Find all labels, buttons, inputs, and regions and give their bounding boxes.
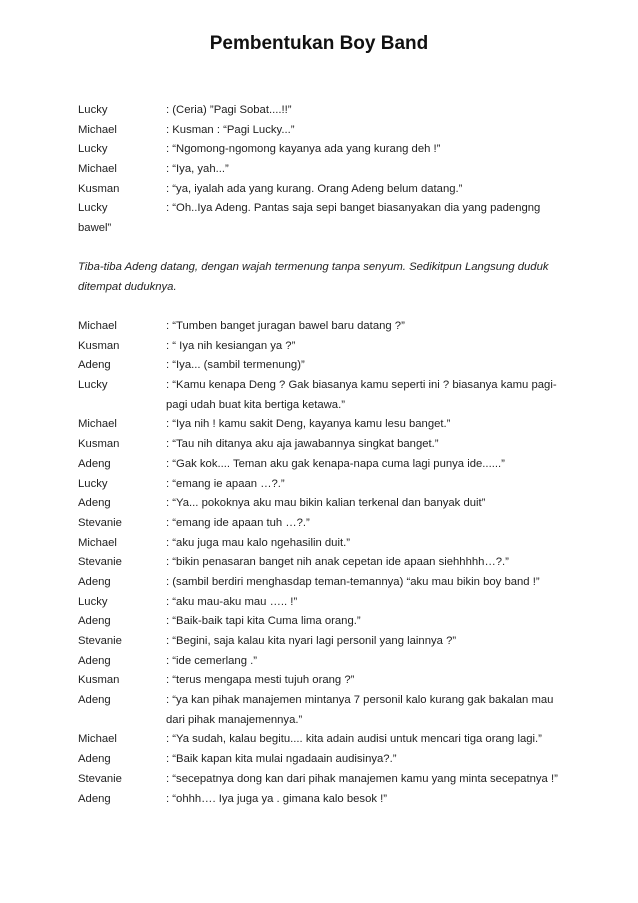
dialogue-line xyxy=(78,514,578,534)
speech-text: : “Tau nih ditanya aku aja jawabannya singkat banget.” xyxy=(166,438,439,451)
speaker-name: Adeng xyxy=(78,792,111,805)
speaker-name: Stevanie xyxy=(78,635,122,647)
dialogue-line xyxy=(78,317,578,337)
speech-text: : “Iya, yah...” xyxy=(166,163,229,176)
speaker-name: Michael xyxy=(78,733,117,746)
speech-text: : “ya kan pihak manajemen mintanya 7 personil kalo kurang gak bakalan mau xyxy=(166,694,554,707)
speech-continuation: bawel” xyxy=(78,222,112,235)
speaker-name: Lucky xyxy=(78,104,108,116)
dialogue-line xyxy=(78,652,578,672)
speaker-name: Adeng xyxy=(78,753,111,766)
speaker-name: Lucky xyxy=(78,477,108,490)
page-title: Pembentukan Boy Band xyxy=(209,33,429,54)
dialogue-line xyxy=(78,691,578,711)
dialogue-line xyxy=(78,160,578,180)
dialogue-block-2 xyxy=(78,317,578,809)
speech-text: : (Ceria) ”Pagi Sobat....!!” xyxy=(166,104,292,116)
speaker-name: Adeng xyxy=(78,694,111,707)
dialogue-line xyxy=(78,140,578,160)
narration-line: ditempat duduknya. xyxy=(78,280,177,293)
dialogue-line xyxy=(78,770,578,790)
speaker-name: Michael xyxy=(78,123,117,136)
speaker-name: Stevanie xyxy=(78,556,122,569)
speech-text: : “Oh..Iya Adeng. Pantas saja sepi banget biasanyakan dia yang padengng xyxy=(166,202,541,215)
speaker-name: Adeng xyxy=(78,497,111,510)
speech-text: : “Ngomong-ngomong kayanya ada yang kurang deh !” xyxy=(166,143,441,156)
speech-text: : “Ya... pokoknya aku mau bikin kalian terkenal dan banyak duit” xyxy=(166,497,486,510)
speaker-name: Kusman xyxy=(78,674,120,687)
speech-text: : “Kamu kenapa Deng ? Gak biasanya kamu seperti ini ? biasanya kamu pagi- xyxy=(166,379,557,392)
dialogue-line xyxy=(78,376,578,396)
dialogue-line xyxy=(78,730,578,750)
dialogue-line xyxy=(78,612,578,632)
dialogue-line xyxy=(78,553,578,573)
dialogue-line xyxy=(78,101,578,121)
speech-text: : “bikin penasaran banget nih anak cepetan ide apaan siehhhhh…?.” xyxy=(166,556,509,569)
speech-text: : “Iya nih ! kamu sakit Deng, kayanya kamu lesu banget.” xyxy=(166,418,451,431)
speaker-name: Adeng xyxy=(78,575,111,588)
dialogue-block-1 xyxy=(78,101,578,239)
speaker-name: Lucky xyxy=(78,379,108,392)
dialogue-line xyxy=(78,790,578,810)
speech-text: : “Tumben banget juragan bawel baru datang ?” xyxy=(166,320,405,332)
speaker-name: Michael xyxy=(78,418,117,431)
speech-text: : “ Iya nih kesiangan ya ?” xyxy=(166,339,296,352)
speech-text: : “emang ie apaan …?.” xyxy=(166,477,285,490)
speech-text: : “ya, iyalah ada yang kurang. Orang Adeng belum datang.” xyxy=(166,182,463,195)
speech-text: : “terus mengapa mesti tujuh orang ?” xyxy=(166,674,355,687)
dialogue-line xyxy=(78,632,578,652)
speaker-name: Adeng xyxy=(78,615,111,628)
dialogue-line xyxy=(78,337,578,357)
dialogue-line xyxy=(78,573,578,593)
speech-text: : “aku juga mau kalo ngehasilin duit.” xyxy=(166,536,350,549)
dialogue-line xyxy=(78,671,578,691)
speech-text: : “ide cemerlang .” xyxy=(166,654,258,667)
speech-text: : “emang ide apaan tuh …?.” xyxy=(166,516,310,529)
speech-text: : “Begini, saja kalau kita nyari lagi personil yang lainnya ?” xyxy=(166,635,457,647)
speech-text: : “Baik-baik tapi kita Cuma lima orang.” xyxy=(166,615,361,628)
speaker-name: Stevanie xyxy=(78,516,122,529)
speech-continuation: dari pihak manajemennya.” xyxy=(166,713,303,726)
dialogue-line xyxy=(78,750,578,770)
speech-text: : “Ya sudah, kalau begitu.... kita adain audisi untuk mencari tiga orang lagi.” xyxy=(166,733,542,746)
speech-text: : “Iya... (sambil termenung)” xyxy=(166,359,305,372)
speech-text: : “aku mau-aku mau ….. !” xyxy=(166,595,298,608)
dialogue-line xyxy=(78,356,578,376)
dialogue-line xyxy=(78,475,578,495)
speaker-name: Adeng xyxy=(78,654,111,667)
dialogue-line xyxy=(78,593,578,613)
dialogue-line xyxy=(78,180,578,200)
narration-line: Tiba-tiba Adeng datang, dengan wajah termenung tanpa senyum. Sedikitpun Langsung duduk xyxy=(78,261,549,273)
dialogue-line xyxy=(78,455,578,475)
speaker-name: Kusman xyxy=(78,182,120,195)
speaker-name: Michael xyxy=(78,163,117,176)
dialogue-line xyxy=(78,415,578,435)
speaker-name: Lucky xyxy=(78,143,108,156)
speech-text: : “Baik kapan kita mulai ngadaain audisinya?.” xyxy=(166,753,397,766)
speech-text: : (sambil berdiri menghasdap teman-temannya) “aku mau bikin boy band !” xyxy=(166,575,540,588)
speech-text: : Kusman : “Pagi Lucky...” xyxy=(166,123,295,136)
speech-text: : “Gak kok.... Teman aku gak kenapa-napa cuma lagi punya ide......” xyxy=(166,457,505,470)
narration-paragraph xyxy=(78,258,578,297)
speaker-name: Adeng xyxy=(78,359,111,372)
speaker-name: Lucky xyxy=(78,202,108,215)
dialogue-line xyxy=(78,199,578,219)
speaker-name: Lucky xyxy=(78,595,108,608)
dialogue-line xyxy=(78,534,578,554)
speaker-name: Michael xyxy=(78,320,117,332)
speaker-name: Kusman xyxy=(78,438,120,451)
speaker-name: Michael xyxy=(78,536,117,549)
speaker-name: Stevanie xyxy=(78,772,122,785)
dialogue-line xyxy=(78,121,578,141)
speech-text: : “secepatnya dong kan dari pihak manajemen kamu yang minta secepatnya !” xyxy=(166,772,558,785)
speech-continuation: pagi udah buat kita bertiga ketawa.” xyxy=(166,398,345,411)
dialogue-line xyxy=(78,494,578,514)
dialogue-line xyxy=(78,435,578,455)
speaker-name: Kusman xyxy=(78,339,120,352)
speech-text: : “ohhh…. Iya juga ya . gimana kalo besok !” xyxy=(166,792,388,805)
speaker-name: Adeng xyxy=(78,457,111,470)
